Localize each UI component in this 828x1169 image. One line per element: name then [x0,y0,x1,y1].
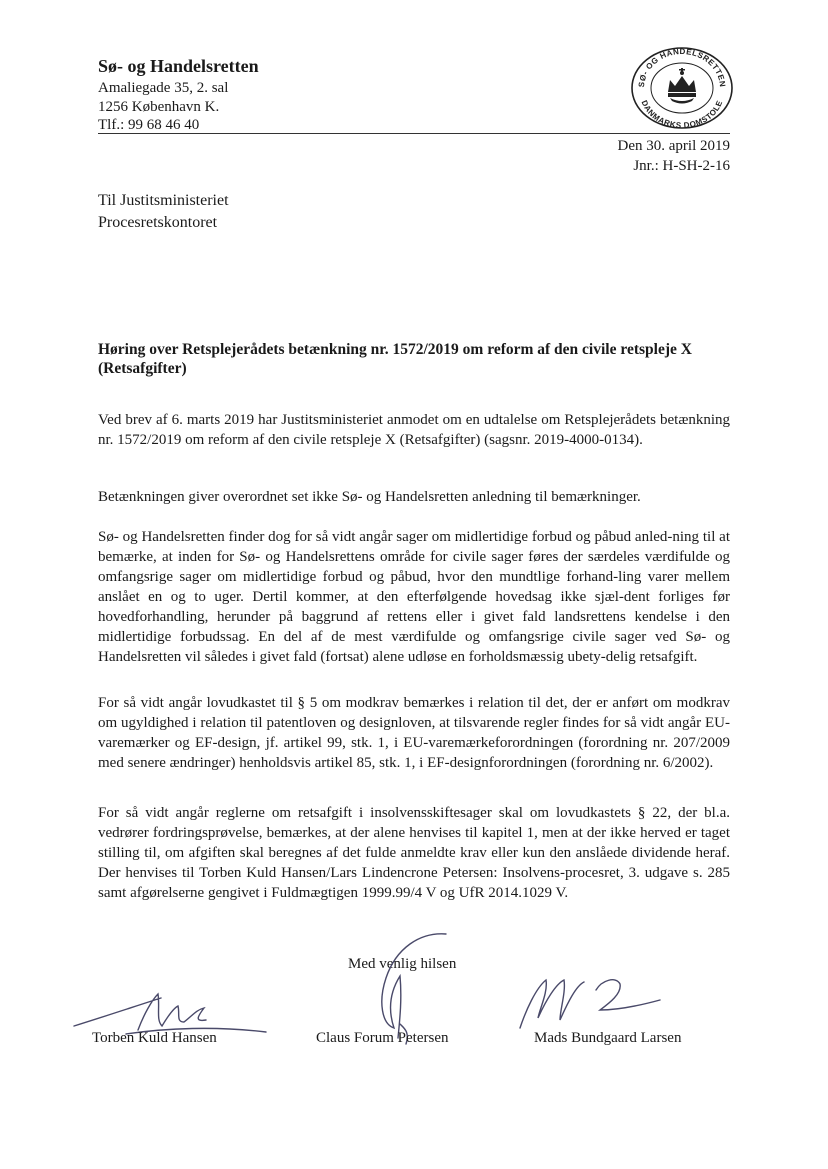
court-phone: Tlf.: 99 68 46 40 [98,117,200,133]
signatory-name: Claus Forum Petersen [316,1030,449,1046]
body-paragraph: For så vidt angår lovudkastet til § 5 om modkrav bemærkes i relation til det, der er anført om modkrav om ugyldighed i relation til patentloven og designloven, at tilsvarende regler findes for så vidt angår EU-varemærker og EF-design, jf. artikel 99, stk. 1, i EU-varemærkeforordningen (forordning nr. 207/2009 med senere ændringer) henholdsvis artikel 85, stk. 1, i EF-designforordningen (forordning nr. 6/2002). [98,695,730,771]
court-city: 1256 København K. [98,99,220,115]
recipient-line-2: Procesretskontoret [98,214,218,231]
crown-icon [668,68,696,104]
court-address: Amaliegade 35, 2. sal [98,80,229,96]
svg-text:SØ- OG HANDELSRETTEN: SØ- OG HANDELSRETTEN [636,46,728,88]
signatory-name: Mads Bundgaard Larsen [534,1030,682,1046]
body-paragraph: Betænkningen giver overordnet set ikke Sø- og Handelsretten anledning til bemærkninger. [98,489,641,505]
letter-subject: Høring over Retsplejerådets betænkning nr. 1572/2019 om reform af den civile retspleje X (Retsafgifter) [98,341,692,377]
svg-text:DANMARKS DOMSTOLE: DANMARKS DOMSTOLE [639,98,725,130]
court-seal-logo [630,46,734,130]
closing-phrase: Med venlig hilsen [348,956,457,972]
signature-mads-bundgaard-larsen [512,970,672,1034]
body-paragraph: Sø- og Handelsretten finder dog for så vidt angår sager om midlertidige forbud og påbud anled-ning til at bemærke, at inden for Sø- og Handelsrettens område for civile sager føres der særdeles værdifulde og omfangsrige sager om midlertidige forbud og påbud, hvor den mundtlige forhand-ling varer mellem anslået en og to uger. Dertil kommer, at den efterfølgende hovedsag ikke sjæl-dent forliges før hovedforhandling, herunder på baggrund af rettens eller i givet fald landsrettens kendelse i den midlertidige forbudssag. En del af de mest værdifulde og omfangsrige civile sager ved Sø- og Handelsretten vil således i givet fald (fortsat) alene udløse en forholdsmæssig ubety-delig retsafgift. [98,529,730,665]
journal-number: Jnr.: H-SH-2-16 [633,158,730,174]
letter-date: Den 30. april 2019 [617,138,730,154]
header-divider [98,133,730,134]
court-name: Sø- og Handelsretten [98,56,259,76]
signatory-name: Torben Kuld Hansen [92,1030,217,1046]
recipient-line-1: Til Justitsministeriet [98,192,229,209]
body-paragraph: Ved brev af 6. marts 2019 har Justitsministeriet anmodet om en udtalelse om Retsplejerådets betænkning nr. 1572/2019 om reform af den civile retspleje X (Retsafgifter) (sagsnr. 2019-4000-0134). [98,412,730,448]
body-paragraph: For så vidt angår reglerne om retsafgift i insolvensskiftesager skal om lovudkastets § 22, der bl.a. vedrører fordringsprøvelse, bemærkes, at der alene henvises til kapitel 1, men at der ikke herved er taget stilling til, om afgiften skal beregnes af det fulde anmeldte krav eller kun den anslåede dividende heraf. Der henvises til Torben Kuld Hansen/Lars Lindencrone Petersen: Insolvens-procesret, 3. udgave s. 285 samt afgørelserne gengivet i Fuldmægtigen 1999.99/4 V og UfR 2014.1029 V. [98,805,730,901]
